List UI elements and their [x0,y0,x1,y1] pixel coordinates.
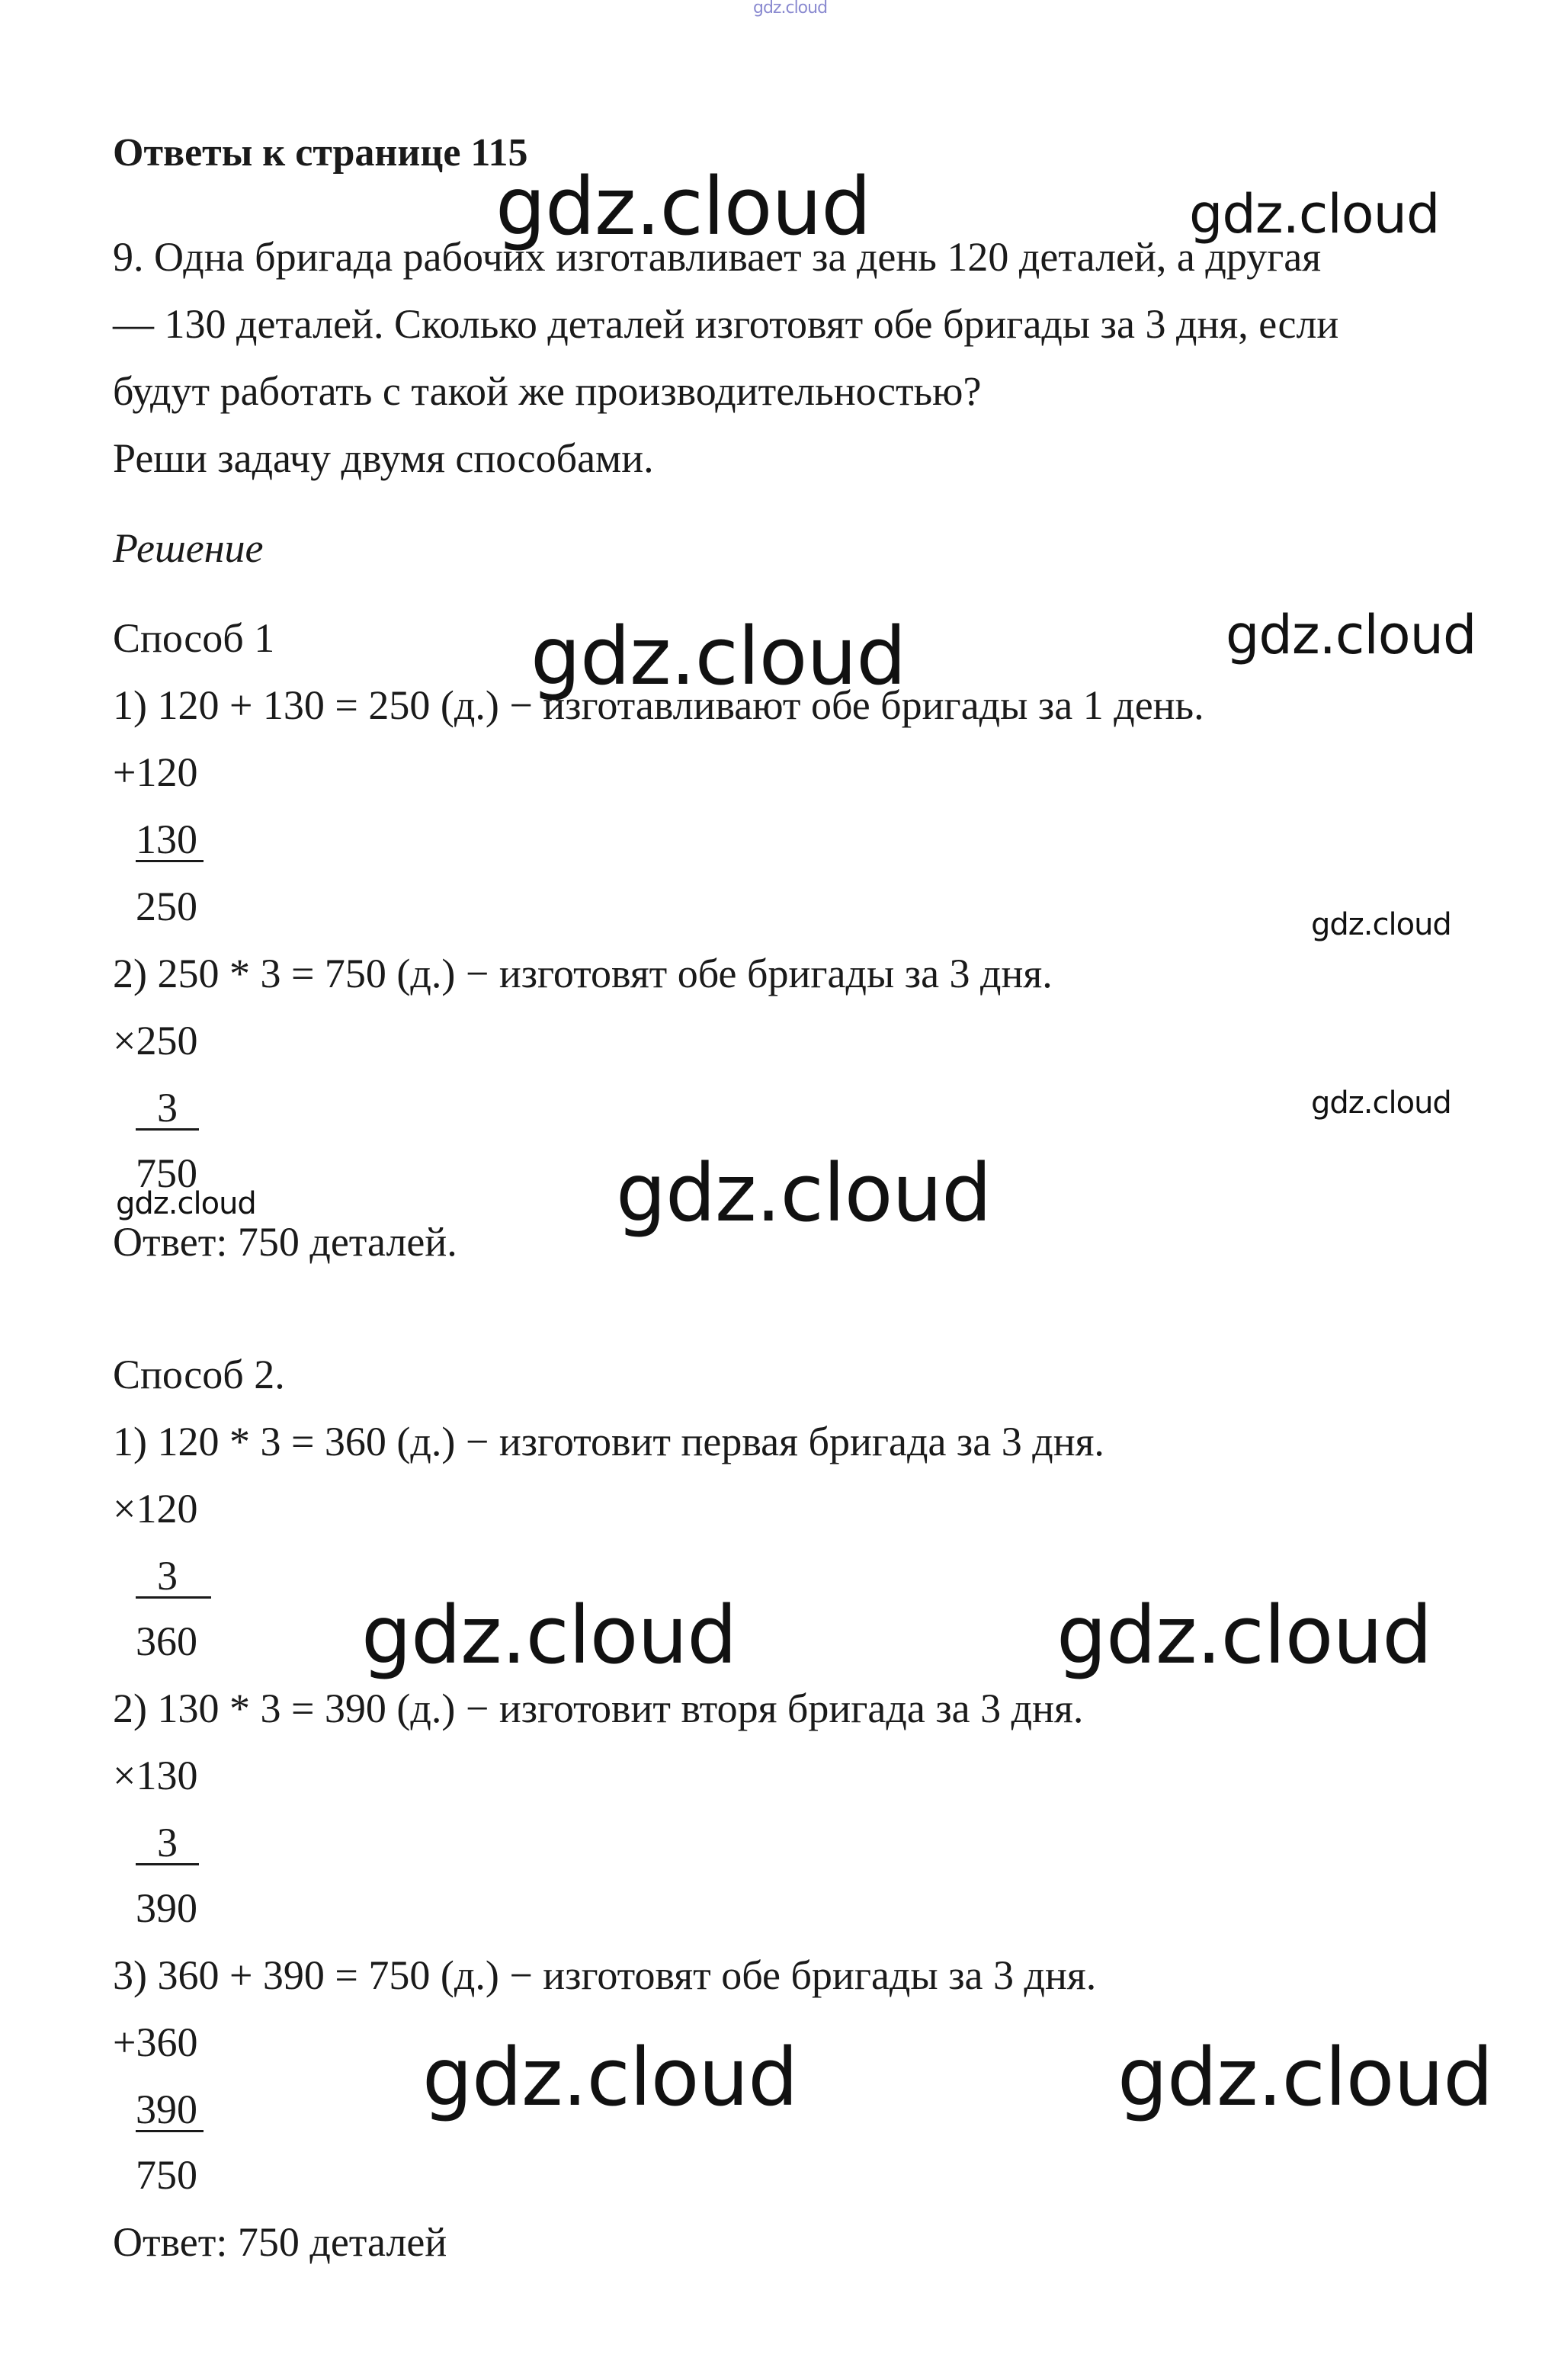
column-calc-result: 750 [136,1150,197,1196]
answer-text: Ответ: 750 деталей [113,2219,447,2265]
answer-text: Ответ: 750 деталей. [113,1219,457,1265]
watermark: gdz.cloud [422,2031,798,2124]
watermark: gdz.cloud [1056,1589,1432,1682]
watermark: gdz.cloud [1189,183,1440,245]
watermark-top: gdz.cloud [753,0,828,18]
solution-step: 2) 130 * 3 = 390 (д.) − изготовит вторя бригада за 3 дня. [113,1686,1084,1731]
solution-step: 1) 120 * 3 = 360 (д.) − изготовит первая бригада за 3 дня. [113,1419,1104,1464]
page-heading: Ответы к странице 115 [113,131,528,175]
column-calc-operand: 3 [136,1555,211,1599]
column-calc-operand: 3 [136,1087,199,1131]
solution-label: Решение [113,525,264,571]
column-calc-operand: +360 [113,2019,198,2065]
watermark: gdz.cloud [1117,2031,1493,2124]
method-title: Способ 1 [113,615,275,661]
watermark: gdz.cloud [116,1186,256,1221]
watermark: gdz.cloud [361,1589,737,1682]
column-calc-result: 250 [136,884,197,929]
column-calc-result: 750 [136,2152,197,2198]
column-calc-operand: ×120 [113,1486,198,1532]
watermark: gdz.cloud [531,610,906,703]
method-title: Способ 2. [113,1352,285,1397]
column-calc-operand: 130 [136,819,204,862]
problem-text: 9. Одна бригада рабочих изготавливает за день 120 деталей, а другая [113,234,1322,280]
problem-text: будут работать с такой же производительностью? [113,368,982,414]
column-calc-operand: ×130 [113,1753,198,1798]
column-calc-result: 390 [136,1885,197,1931]
problem-text: — 130 деталей. Сколько деталей изготовят обе бригады за 3 дня, если [113,301,1339,347]
column-calc-operand: ×250 [113,1018,198,1063]
column-calc-operand: 3 [136,1822,199,1865]
watermark: gdz.cloud [616,1147,992,1240]
column-calc-operand: 390 [136,2089,204,2132]
watermark: gdz.cloud [1311,907,1451,942]
watermark: gdz.cloud [1226,604,1476,666]
watermark: gdz.cloud [495,160,871,253]
watermark: gdz.cloud [1311,1086,1451,1121]
column-calc-operand: +120 [113,749,198,795]
column-calc-result: 360 [136,1618,197,1664]
solution-step: 2) 250 * 3 = 750 (д.) − изготовят обе бригады за 3 дня. [113,951,1053,996]
solution-step: 1) 120 + 130 = 250 (д.) − изготавливают обе бригады за 1 день. [113,682,1204,728]
problem-text: Реши задачу двумя способами. [113,435,654,481]
solution-step: 3) 360 + 390 = 750 (д.) − изготовят обе бригады за 3 дня. [113,1952,1097,1998]
